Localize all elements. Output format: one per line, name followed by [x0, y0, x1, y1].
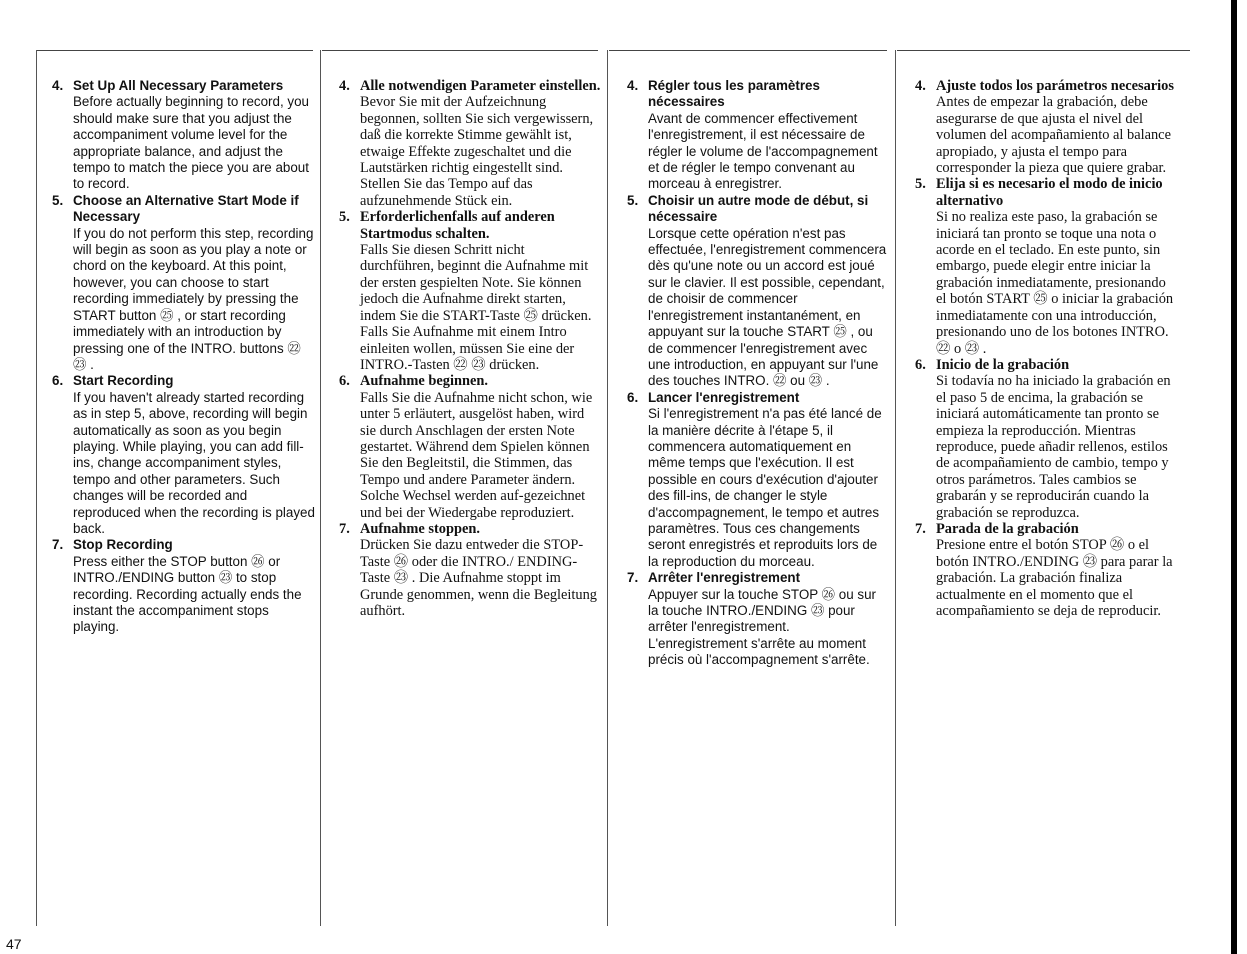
list-item	[627, 193, 889, 390]
item-number: 4.	[915, 78, 926, 94]
column-divider	[320, 50, 321, 926]
column-divider	[895, 50, 896, 926]
item-text: Lorsque cette opération n'est pas effectuée, l'enregistrement commencera dès qu'une note ou un accord est joué sur le clavier. Il est possible, cependant, de choisir de commencer l'enregistrement instantanément, en appuyant sur la touche START ㉕ , ou de commencer l'enregistrement avec une introduction, en appuyant sur l'une des touches INTRO. ㉒ ou ㉓ .	[648, 225, 887, 389]
list-item	[339, 78, 601, 209]
item-heading: Elija si es necesario el modo de inicio alternativo	[936, 176, 1163, 209]
list-item	[915, 521, 1179, 619]
item-text: Before actually beginning to record, you should make sure that you adjust the accompaniment volume level for the appropriate balance, and adjust the tempo to match the piece you are about to record.	[73, 94, 309, 192]
list-item	[52, 373, 316, 537]
item-text: Presione entre el botón STOP ㉖ o el botón INTRO./ENDING ㉓ para parar la grabación. La grabación finaliza actualmente en el momento que el acompañamiento se deja de reproducir.	[936, 537, 1173, 619]
list-item	[52, 193, 316, 373]
list-item	[915, 357, 1179, 521]
item-text: Falls Sie die Aufnahme nicht schon, wie unter 5 erläutert, ausgelöst haben, wird sie durch Anschlagen der ersten Note gestartet. Während dem Spielen können Sie den Begleitstil, die Stimmen, das Tempo und andere Parameter ändern. Solche Wechsel werden auf-gezeichnet und bei der Wiedergabe reproduziert.	[360, 389, 593, 521]
item-heading: Choisir un autre mode de début, si nécessaire	[648, 192, 869, 225]
item-heading: Aufnahme stoppen.	[360, 520, 480, 537]
list-item	[339, 373, 601, 521]
list-item	[52, 78, 316, 193]
item-number: 4.	[339, 78, 350, 94]
list-item	[627, 78, 889, 193]
column-divider	[36, 50, 37, 926]
item-heading: Lancer l'enregistrement	[648, 389, 800, 405]
column-divider	[607, 50, 608, 926]
item-text: If you haven't already started recording as in step 5, above, recording will begin automatically as soon as you begin playing. While playing, you can add fill-ins, change accompaniment styles, tempo and other parameters. Such changes will be recorded and reproduced when the recording is played back.	[73, 389, 315, 536]
item-text: Si no realiza este paso, la grabación se iniciará tan pronto se toque una nota o acorde en el teclado. En este punto, sin embargo, puede elegir entre iniciar la grabación inmediatamente, presionando el botón START ㉕ o iniciar la grabación inmediatamente con una introducción, presionando uno de los botones INTRO. ㉒ o ㉓ .	[936, 209, 1174, 357]
item-text: Drücken Sie dazu entweder die STOP-Taste ㉖ oder die INTRO./ ENDING-Taste ㉓ . Die Aufnahme stoppt im Grunde genommen, wenn die Begleitung aufhört.	[360, 537, 597, 619]
page-number: 47	[6, 936, 22, 952]
column-spanish	[915, 78, 1179, 619]
item-number: 6.	[627, 389, 639, 405]
list-item	[339, 521, 601, 619]
item-number: 7.	[627, 570, 639, 586]
item-number: 4.	[627, 78, 639, 93]
item-number: 4.	[52, 78, 64, 93]
list-item	[52, 537, 316, 635]
top-rule	[322, 50, 598, 51]
item-text: Si l'enregistrement n'a pas été lancé de la manière décrite à l'étape 5, il commencera automatiquement en même temps que l'exécution. Il est possible en cours d'exécution d'ajouter des fill-ins, de changer le style d'accompagnement, le tempo et autres paramètres. Tous ces changements seront enregistrés et reproduits lors de la reproduction du morceau.	[648, 406, 882, 569]
item-text: Press either the STOP button ㉖ or INTRO./ENDING button ㉓ to stop recording. Recording actually ends the instant the accompaniment stops playing.	[73, 553, 302, 635]
item-number: 5.	[627, 192, 639, 208]
item-number: 6.	[339, 373, 350, 390]
item-number: 7.	[339, 520, 350, 537]
top-rule	[897, 50, 1190, 51]
list-item	[627, 390, 889, 570]
item-number: 6.	[52, 373, 64, 389]
column-german	[339, 78, 601, 619]
item-text: Antes de empezar la grabación, debe asegurarse de que ajusta el nivel del volumen del acompañamiento al balance apropiado, y ajusta el tempo para corresponder la pieza que quiere grabar.	[936, 94, 1171, 177]
column-french	[627, 78, 889, 669]
list-item	[915, 78, 1179, 176]
item-number: 5.	[52, 192, 64, 208]
item-heading: Start Recording	[73, 373, 174, 389]
list-item	[339, 209, 601, 373]
item-text: Si todavía no ha iniciado la grabación en el paso 5 de encima, la grabación se iniciará automáticamente tan pronto se empieza la reproducción. Mientras reproduce, puede añadir rellenos, estilos de acompañamiento de cambio, tempo y otros parámetros. Tales cambios se grabarán y se reproducirán cuando la grabación se reproduzca.	[936, 373, 1171, 521]
item-number: 5.	[915, 176, 926, 193]
item-number: 6.	[915, 356, 926, 373]
item-text: Appuyer sur la touche STOP ㉖ ou sur la touche INTRO./ENDING ㉓ pour arrêter l'enregistrement. L'enregistrement s'arrête au moment précis où l'accompagnement s'arrête.	[648, 586, 877, 668]
item-heading: Aufnahme beginnen.	[360, 373, 488, 390]
item-heading: Régler tous les paramètres nécessaires	[648, 78, 820, 110]
item-text: If you do not perform this step, recording will begin as soon as you play a note or chord on the keyboard. At this point, however, you can choose to start recording immediately by pressing the START button ㉕ , or start recording immediately with an introduction by pressing one of the INTRO. buttons ㉒ ㉓ .	[73, 225, 314, 372]
item-number: 5.	[339, 209, 350, 226]
top-rule	[36, 50, 313, 51]
item-heading: Ajuste todos los parámetros necesarios	[936, 78, 1174, 94]
item-number: 7.	[52, 537, 64, 553]
item-text: Bevor Sie mit der Aufzeichnung begonnen, sollten Sie sich vergewissern, daß die korrekte Stimme gewählt ist, etwaige Effekte zugeschaltet und die Lautstärken richtig eingestellt sind. Stellen Sie das Tempo auf das aufzunehmende Stück ein.	[360, 94, 594, 209]
column-english	[52, 78, 316, 636]
top-rule	[609, 50, 887, 51]
item-text: Falls Sie diesen Schritt nicht durchführen, beginnt die Aufnahme mit der ersten gespielten Note. Sie können jedoch die Aufnahme direkt starten, indem Sie die START-Taste ㉕ drücken. Falls Sie Aufnahme mit einem Intro einleiten wollen, müssen Sie eine der INTRO.-Tasten ㉒ ㉓ drücken.	[360, 242, 592, 373]
page-edge-bar	[1231, 0, 1237, 954]
item-heading: Alle notwendigen Parameter einstellen.	[360, 78, 601, 94]
item-heading: Erforderlichenfalls auf anderen Startmodus schalten.	[360, 209, 555, 242]
item-number: 7.	[915, 520, 926, 537]
item-heading: Choose an Alternative Start Mode if Necessary	[73, 192, 299, 225]
list-item	[627, 570, 889, 668]
item-text: Avant de commencer effectivement l'enregistrement, il est nécessaire de régler le volume de l'accompagnement et de régler le tempo convenant au morceau à enregistrer.	[648, 110, 878, 192]
item-heading: Parada de la grabación	[936, 520, 1079, 537]
list-item	[915, 176, 1179, 356]
item-heading: Inicio de la grabación	[936, 356, 1070, 373]
item-heading: Set Up All Necessary Parameters	[73, 78, 284, 93]
item-heading: Arrêter l'enregistrement	[648, 570, 801, 586]
item-heading: Stop Recording	[73, 537, 173, 553]
